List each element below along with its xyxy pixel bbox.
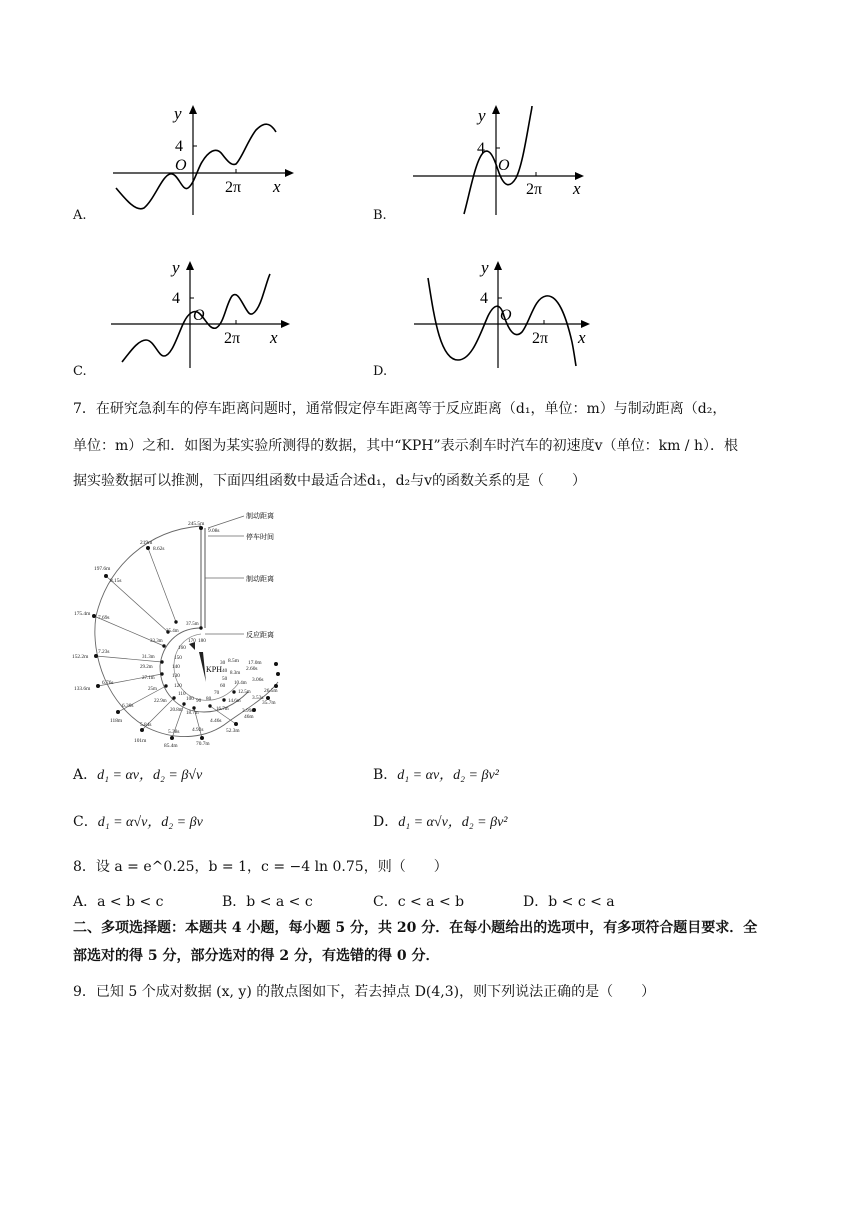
svg-text:80: 80 bbox=[206, 696, 212, 702]
svg-text:60: 60 bbox=[220, 683, 226, 689]
svg-text:35.4m: 35.4m bbox=[166, 629, 179, 634]
svg-text:3.53s: 3.53s bbox=[252, 695, 264, 701]
svg-text:5.84s: 5.84s bbox=[140, 722, 152, 728]
svg-text:18.7m: 18.7m bbox=[186, 711, 199, 716]
svg-text:175.4m: 175.4m bbox=[74, 611, 91, 617]
q7-option-b[interactable] bbox=[373, 765, 499, 786]
svg-text:3.99s: 3.99s bbox=[242, 708, 254, 714]
braking-spiral-figure bbox=[68, 506, 318, 748]
svg-text:40: 40 bbox=[222, 668, 228, 674]
svg-text:7.23s: 7.23s bbox=[98, 649, 110, 655]
svg-text:35.7m: 35.7m bbox=[262, 700, 276, 706]
svg-text:160: 160 bbox=[178, 645, 186, 651]
svg-text:22.9m: 22.9m bbox=[154, 699, 167, 704]
origin-label: O bbox=[193, 307, 205, 324]
svg-text:17.0m: 17.0m bbox=[248, 660, 262, 666]
origin-label: O bbox=[498, 157, 510, 174]
svg-text:85.4m: 85.4m bbox=[164, 743, 178, 748]
svg-text:25m: 25m bbox=[148, 687, 157, 692]
y-label: y bbox=[481, 258, 489, 277]
q7-option-c[interactable] bbox=[73, 812, 203, 833]
option-text: d₁ = α√v，d₂ = βv bbox=[97, 815, 203, 830]
svg-text:120: 120 bbox=[174, 683, 182, 689]
graph-a bbox=[108, 100, 298, 218]
x-arrow-icon bbox=[281, 320, 290, 328]
svg-text:118m: 118m bbox=[110, 718, 123, 724]
svg-text:20.8m: 20.8m bbox=[170, 708, 183, 713]
option-letter: C． bbox=[73, 814, 98, 830]
svg-text:219m: 219m bbox=[140, 540, 153, 546]
q8-option-a[interactable]: A．a < b < c bbox=[73, 894, 164, 910]
option-letter: D． bbox=[373, 814, 399, 830]
y-arrow-icon bbox=[186, 261, 194, 270]
y-label: y bbox=[174, 104, 182, 123]
svg-text:30: 30 bbox=[220, 660, 226, 666]
q7-line1: 7．在研究急刹车的停车距离问题时，通常假定停车距离等于反应距离（d₁，单位：m）与制动距离（d₂， bbox=[73, 401, 727, 417]
twopi-label: 2π bbox=[532, 330, 549, 347]
svg-text:46m: 46m bbox=[244, 714, 254, 720]
option-letter: B． bbox=[373, 767, 398, 783]
origin-label: O bbox=[175, 157, 187, 174]
graph-c bbox=[108, 256, 298, 374]
section2-heading-line2: 部选对的得 5 分，部分选对的得 2 分，有选错的得 0 分． bbox=[73, 948, 440, 964]
svg-text:37.5m: 37.5m bbox=[186, 622, 199, 627]
svg-text:170: 170 bbox=[188, 638, 196, 644]
svg-text:130: 130 bbox=[172, 673, 180, 679]
four-label: 4 bbox=[480, 290, 488, 307]
svg-text:180: 180 bbox=[198, 638, 206, 644]
svg-text:14.6m: 14.6m bbox=[228, 699, 241, 704]
q8-option-b[interactable]: B．b < a < c bbox=[222, 894, 313, 910]
legend-brake-distance: 制动距离 bbox=[246, 512, 274, 520]
q8-option-c[interactable]: C．c < a < b bbox=[373, 894, 465, 910]
option-letter: A． bbox=[73, 767, 98, 783]
x-label: x bbox=[270, 328, 278, 347]
origin-label: O bbox=[500, 307, 512, 324]
svg-text:7.69s: 7.69s bbox=[98, 615, 110, 621]
x-label: x bbox=[578, 328, 586, 347]
svg-text:5.38s: 5.38s bbox=[168, 729, 180, 735]
svg-text:110: 110 bbox=[178, 691, 186, 697]
section2-heading-line1: 二、多项选择题：本题共 4 小题，每小题 5 分，共 20 分．在每小题给出的选项中，有多项符合题目要求．全 bbox=[73, 920, 758, 936]
svg-text:8.15s: 8.15s bbox=[110, 578, 122, 584]
svg-text:150: 150 bbox=[174, 655, 182, 661]
y-arrow-icon bbox=[492, 105, 500, 114]
svg-text:152.2m: 152.2m bbox=[72, 654, 89, 660]
svg-text:12.5m: 12.5m bbox=[238, 690, 251, 695]
kph-label: KPH bbox=[206, 665, 223, 674]
q8-option-d[interactable]: D．b < c < a bbox=[523, 894, 615, 910]
x-arrow-icon bbox=[285, 169, 294, 177]
svg-text:16.7m: 16.7m bbox=[216, 707, 229, 712]
svg-text:70.7m: 70.7m bbox=[196, 741, 210, 747]
y-label: y bbox=[478, 106, 486, 125]
svg-text:31.3m: 31.3m bbox=[142, 655, 155, 660]
legend-pointer bbox=[208, 516, 244, 528]
svg-text:9.08s: 9.08s bbox=[208, 528, 220, 534]
curve-a bbox=[116, 124, 276, 209]
svg-text:4.46s: 4.46s bbox=[210, 718, 222, 724]
svg-text:6.30s: 6.30s bbox=[122, 703, 134, 709]
y-label: y bbox=[172, 258, 180, 277]
legend-brake-distance-2: 制动距离 bbox=[246, 575, 274, 583]
svg-text:33.3m: 33.3m bbox=[150, 639, 163, 644]
svg-text:26.5m: 26.5m bbox=[264, 688, 278, 694]
twopi-label: 2π bbox=[224, 330, 241, 347]
option-text: d₁ = αv，d₂ = β√v bbox=[97, 768, 203, 783]
svg-text:6.76s: 6.76s bbox=[102, 680, 114, 686]
option-a-letter: A. bbox=[73, 208, 87, 223]
svg-text:4.92s: 4.92s bbox=[192, 727, 204, 733]
needle-icon bbox=[199, 652, 206, 682]
option-c-letter: C. bbox=[73, 364, 87, 379]
graph-b bbox=[408, 100, 598, 218]
svg-text:10.4m: 10.4m bbox=[234, 681, 247, 686]
q8-stem: 8．设 a = e^0.25，b = 1，c = −4 ln 0.75，则（ ） bbox=[73, 859, 448, 875]
svg-text:27.1m: 27.1m bbox=[142, 676, 155, 681]
graph-d bbox=[408, 256, 608, 374]
svg-text:8.5m: 8.5m bbox=[228, 658, 239, 664]
svg-text:245.5m: 245.5m bbox=[188, 521, 205, 527]
svg-text:29.2m: 29.2m bbox=[140, 665, 153, 670]
svg-text:2.60s: 2.60s bbox=[246, 666, 258, 672]
svg-text:3.06s: 3.06s bbox=[252, 677, 264, 683]
x-label: x bbox=[573, 179, 581, 198]
x-label: x bbox=[273, 177, 281, 196]
y-arrow-icon bbox=[494, 261, 502, 270]
radial-lines bbox=[94, 548, 236, 738]
option-d-letter: D. bbox=[373, 364, 388, 379]
svg-text:101m: 101m bbox=[134, 738, 147, 744]
svg-text:52.3m: 52.3m bbox=[226, 728, 240, 734]
legend-stop-time: 停车时间 bbox=[246, 533, 274, 541]
option-b-letter: B. bbox=[373, 208, 387, 223]
y-arrow-icon bbox=[189, 105, 197, 114]
svg-text:100: 100 bbox=[186, 696, 194, 702]
four-label: 4 bbox=[477, 140, 485, 157]
option-text: d₁ = α√v，d₂ = βv² bbox=[398, 815, 508, 830]
option-text: d₁ = αv，d₂ = βv² bbox=[397, 768, 499, 783]
svg-text:90: 90 bbox=[196, 698, 202, 704]
svg-text:50: 50 bbox=[222, 676, 228, 682]
q7-option-a[interactable] bbox=[73, 765, 202, 786]
q9-stem: 9．已知 5 个成对数据 (x, y) 的散点图如下，若去掉点 D(4,3)，则下列说法正确的是（ ） bbox=[73, 984, 656, 1000]
svg-text:140: 140 bbox=[172, 664, 180, 670]
svg-text:8.62s: 8.62s bbox=[153, 546, 165, 552]
four-label: 4 bbox=[175, 138, 183, 155]
svg-text:197.6m: 197.6m bbox=[94, 566, 111, 572]
twopi-label: 2π bbox=[225, 179, 242, 196]
twopi-label: 2π bbox=[526, 181, 543, 198]
q7-line3: 据实验数据可以推测，下面四组函数中最适合述d₁，d₂与v的函数关系的是（ ） bbox=[73, 473, 587, 489]
q7-line2: 单位：m）之和．如图为某实验所测得的数据，其中“KPH”表示刹车时汽车的初速度v（单位：km / h）．根 bbox=[73, 438, 738, 454]
x-arrow-icon bbox=[581, 320, 590, 328]
legend-reaction-distance: 反应距离 bbox=[246, 631, 274, 639]
four-label: 4 bbox=[172, 290, 180, 307]
svg-text:70: 70 bbox=[214, 690, 220, 696]
svg-text:133.6m: 133.6m bbox=[74, 686, 91, 692]
q7-option-d[interactable] bbox=[373, 812, 508, 833]
svg-text:8.3m: 8.3m bbox=[230, 671, 241, 676]
